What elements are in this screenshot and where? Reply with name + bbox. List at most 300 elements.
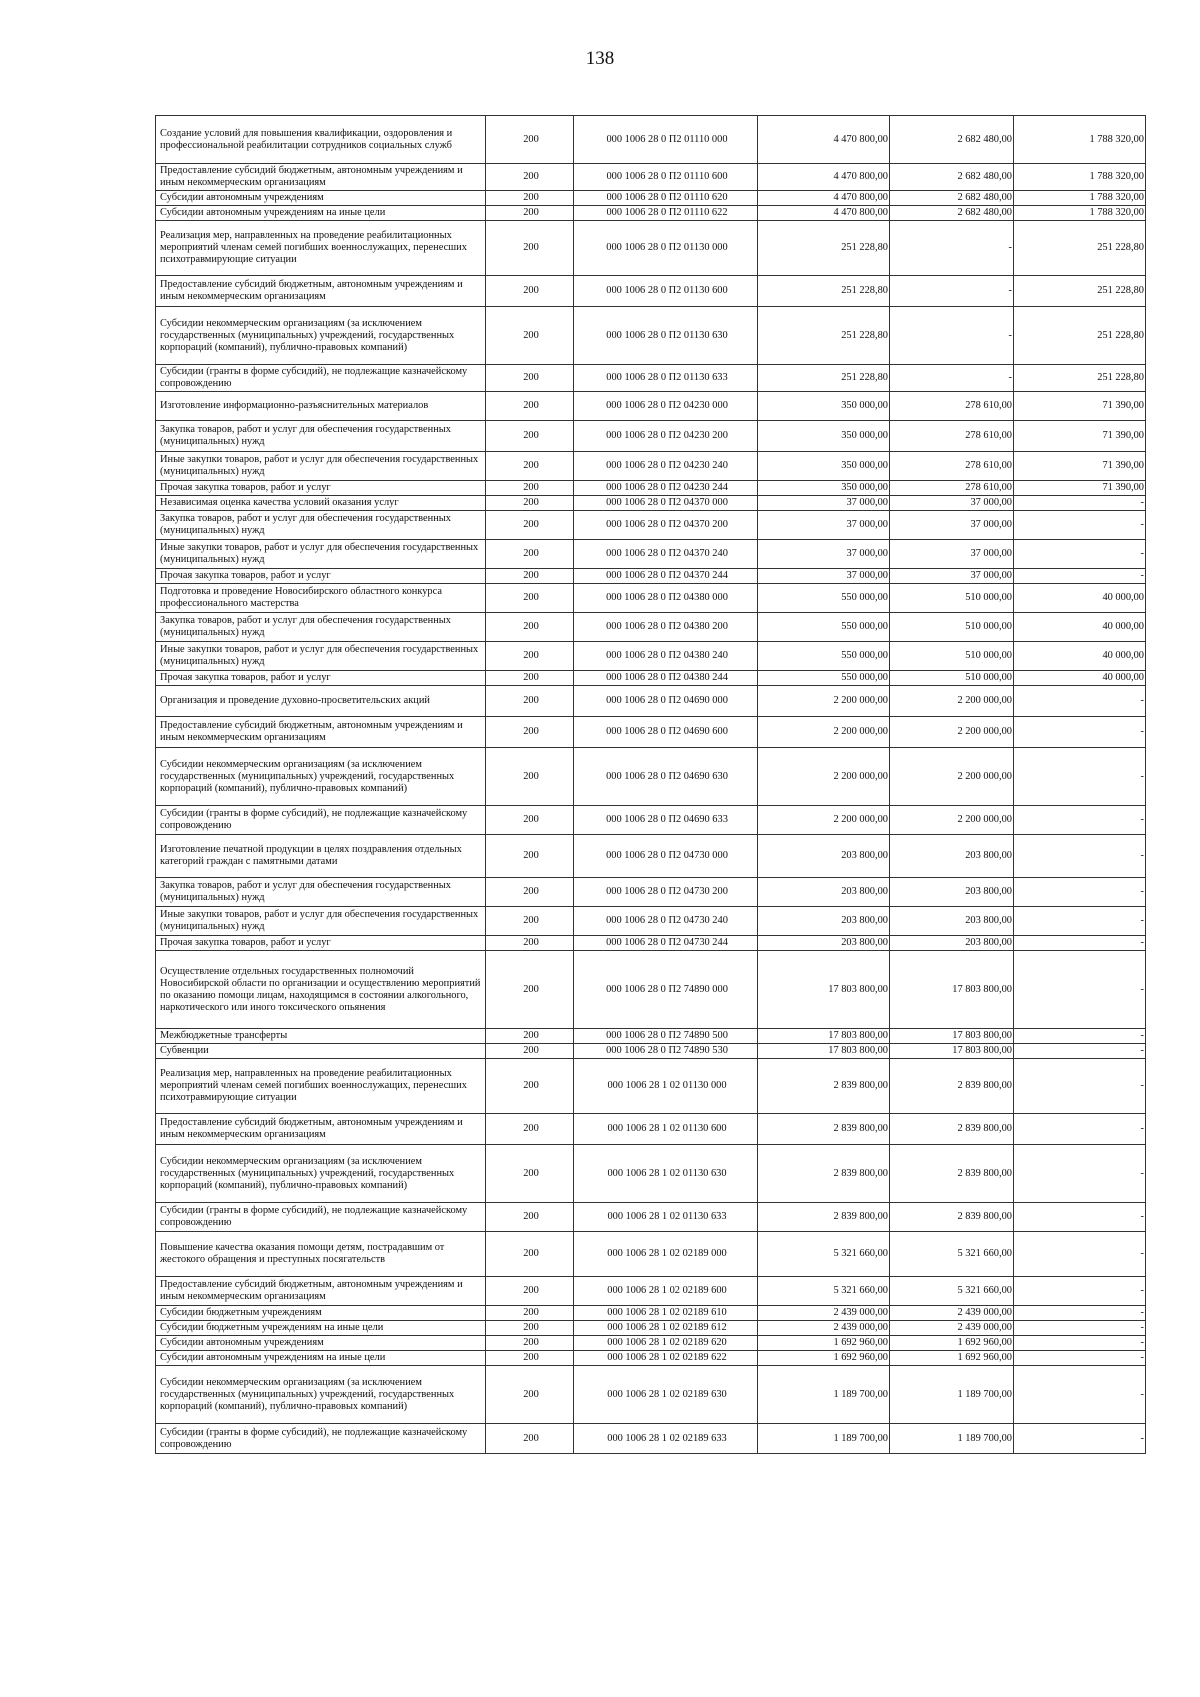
unexecuted-amount-cell: - <box>1014 569 1146 584</box>
item-name-cell: Предоставление субсидий бюджетным, автономным учреждениям и иным некоммерческим организациям <box>156 1114 486 1145</box>
unexecuted-amount-cell: - <box>1014 496 1146 511</box>
classification-code-cell: 000 1006 28 0 П2 04730 000 <box>574 835 758 878</box>
table-row <box>156 1029 1146 1044</box>
item-name-cell: Закупка товаров, работ и услуг для обеспечения государственных (муниципальных) нужд <box>156 613 486 642</box>
classification-code-cell: 000 1006 28 1 02 02189 600 <box>574 1277 758 1306</box>
line-code-cell: 200 <box>486 392 574 421</box>
approved-amount-cell: 17 803 800,00 <box>758 1044 890 1059</box>
table-row <box>156 164 1146 191</box>
line-code-cell: 200 <box>486 717 574 748</box>
approved-amount-cell: 350 000,00 <box>758 481 890 496</box>
approved-amount-cell: 5 321 660,00 <box>758 1277 890 1306</box>
item-name-cell: Прочая закупка товаров, работ и услуг <box>156 671 486 686</box>
item-name-cell: Субсидии (гранты в форме субсидий), не подлежащие казначейскому сопровождению <box>156 806 486 835</box>
unexecuted-amount-cell: 1 788 320,00 <box>1014 191 1146 206</box>
approved-amount-cell: 350 000,00 <box>758 452 890 481</box>
classification-code-cell: 000 1006 28 0 П2 74890 500 <box>574 1029 758 1044</box>
classification-code-cell: 000 1006 28 0 П2 04690 630 <box>574 748 758 806</box>
executed-amount-cell: 2 682 480,00 <box>890 164 1014 191</box>
classification-code-cell: 000 1006 28 0 П2 04230 200 <box>574 421 758 452</box>
executed-amount-cell: 278 610,00 <box>890 452 1014 481</box>
executed-amount-cell: 37 000,00 <box>890 569 1014 584</box>
approved-amount-cell: 251 228,80 <box>758 221 890 276</box>
unexecuted-amount-cell: - <box>1014 1029 1146 1044</box>
classification-code-cell: 000 1006 28 0 П2 04230 000 <box>574 392 758 421</box>
line-code-cell: 200 <box>486 365 574 392</box>
classification-code-cell: 000 1006 28 1 02 02189 620 <box>574 1336 758 1351</box>
item-name-cell: Организация и проведение духовно-просветительских акций <box>156 686 486 717</box>
line-code-cell: 200 <box>486 206 574 221</box>
executed-amount-cell: 2 682 480,00 <box>890 206 1014 221</box>
approved-amount-cell: 2 200 000,00 <box>758 717 890 748</box>
table-row <box>156 878 1146 907</box>
table-row <box>156 1424 1146 1454</box>
item-name-cell: Субсидии автономным учреждениям на иные цели <box>156 206 486 221</box>
classification-code-cell: 000 1006 28 0 П2 04230 240 <box>574 452 758 481</box>
classification-code-cell: 000 1006 28 1 02 02189 633 <box>574 1424 758 1454</box>
executed-amount-cell: 2 439 000,00 <box>890 1321 1014 1336</box>
table-row <box>156 206 1146 221</box>
budget-execution-table <box>155 115 1146 1454</box>
item-name-cell: Субсидии некоммерческим организациям (за исключением государственных (муниципальных) учреждений, государственных корпораций (компаний), публично-правовых компаний) <box>156 1145 486 1203</box>
executed-amount-cell: 2 200 000,00 <box>890 717 1014 748</box>
executed-amount-cell: 5 321 660,00 <box>890 1232 1014 1277</box>
approved-amount-cell: 203 800,00 <box>758 936 890 951</box>
item-name-cell: Субсидии некоммерческим организациям (за исключением государственных (муниципальных) учреждений, государственных корпораций (компаний), публично-правовых компаний) <box>156 1366 486 1424</box>
unexecuted-amount-cell: - <box>1014 1114 1146 1145</box>
line-code-cell: 200 <box>486 835 574 878</box>
table-row <box>156 452 1146 481</box>
approved-amount-cell: 251 228,80 <box>758 276 890 307</box>
classification-code-cell: 000 1006 28 0 П2 04370 244 <box>574 569 758 584</box>
classification-code-cell: 000 1006 28 0 П2 01110 620 <box>574 191 758 206</box>
classification-code-cell: 000 1006 28 0 П2 04380 200 <box>574 613 758 642</box>
executed-amount-cell: 2 200 000,00 <box>890 686 1014 717</box>
approved-amount-cell: 2 439 000,00 <box>758 1321 890 1336</box>
item-name-cell: Предоставление субсидий бюджетным, автономным учреждениям и иным некоммерческим организациям <box>156 164 486 191</box>
classification-code-cell: 000 1006 28 1 02 02189 630 <box>574 1366 758 1424</box>
unexecuted-amount-cell: 40 000,00 <box>1014 671 1146 686</box>
unexecuted-amount-cell: 251 228,80 <box>1014 221 1146 276</box>
unexecuted-amount-cell: - <box>1014 878 1146 907</box>
line-code-cell: 200 <box>486 1145 574 1203</box>
unexecuted-amount-cell: - <box>1014 1145 1146 1203</box>
line-code-cell: 200 <box>486 1366 574 1424</box>
table-row <box>156 584 1146 613</box>
line-code-cell: 200 <box>486 1029 574 1044</box>
executed-amount-cell: 37 000,00 <box>890 496 1014 511</box>
item-name-cell: Создание условий для повышения квалификации, оздоровления и профессиональной реабилитации сотрудников социальных служб <box>156 116 486 164</box>
classification-code-cell: 000 1006 28 0 П2 04690 600 <box>574 717 758 748</box>
table-row <box>156 1059 1146 1114</box>
executed-amount-cell: 2 682 480,00 <box>890 116 1014 164</box>
unexecuted-amount-cell: 40 000,00 <box>1014 642 1146 671</box>
table-row <box>156 936 1146 951</box>
classification-code-cell: 000 1006 28 0 П2 04380 000 <box>574 584 758 613</box>
unexecuted-amount-cell: - <box>1014 1366 1146 1424</box>
item-name-cell: Независимая оценка качества условий оказания услуг <box>156 496 486 511</box>
unexecuted-amount-cell: - <box>1014 1424 1146 1454</box>
executed-amount-cell: 17 803 800,00 <box>890 1044 1014 1059</box>
executed-amount-cell: 203 800,00 <box>890 936 1014 951</box>
executed-amount-cell: 37 000,00 <box>890 511 1014 540</box>
item-name-cell: Прочая закупка товаров, работ и услуг <box>156 481 486 496</box>
table-row <box>156 1306 1146 1321</box>
item-name-cell: Субсидии автономным учреждениям <box>156 191 486 206</box>
unexecuted-amount-cell: 1 788 320,00 <box>1014 206 1146 221</box>
executed-amount-cell: 2 839 800,00 <box>890 1203 1014 1232</box>
classification-code-cell: 000 1006 28 0 П2 01130 633 <box>574 365 758 392</box>
approved-amount-cell: 2 200 000,00 <box>758 748 890 806</box>
classification-code-cell: 000 1006 28 0 П2 04730 200 <box>574 878 758 907</box>
item-name-cell: Иные закупки товаров, работ и услуг для обеспечения государственных (муниципальных) нужд <box>156 907 486 936</box>
line-code-cell: 200 <box>486 1424 574 1454</box>
line-code-cell: 200 <box>486 686 574 717</box>
classification-code-cell: 000 1006 28 0 П2 04370 000 <box>574 496 758 511</box>
line-code-cell: 200 <box>486 540 574 569</box>
classification-code-cell: 000 1006 28 1 02 01130 630 <box>574 1145 758 1203</box>
approved-amount-cell: 2 839 800,00 <box>758 1203 890 1232</box>
classification-code-cell: 000 1006 28 0 П2 04370 240 <box>574 540 758 569</box>
classification-code-cell: 000 1006 28 0 П2 04730 244 <box>574 936 758 951</box>
line-code-cell: 200 <box>486 584 574 613</box>
approved-amount-cell: 4 470 800,00 <box>758 116 890 164</box>
classification-code-cell: 000 1006 28 0 П2 04370 200 <box>574 511 758 540</box>
classification-code-cell: 000 1006 28 0 П2 04380 240 <box>574 642 758 671</box>
executed-amount-cell: 203 800,00 <box>890 835 1014 878</box>
item-name-cell: Изготовление печатной продукции в целях поздравления отдельных категорий граждан с памятными датами <box>156 835 486 878</box>
item-name-cell: Реализация мер, направленных на проведение реабилитационных мероприятий членам семей погибших военнослужащих, перенесших психотравмирующие ситуации <box>156 221 486 276</box>
classification-code-cell: 000 1006 28 0 П2 04730 240 <box>574 907 758 936</box>
executed-amount-cell: 278 610,00 <box>890 481 1014 496</box>
unexecuted-amount-cell: - <box>1014 806 1146 835</box>
unexecuted-amount-cell: - <box>1014 1059 1146 1114</box>
approved-amount-cell: 37 000,00 <box>758 540 890 569</box>
approved-amount-cell: 251 228,80 <box>758 307 890 365</box>
approved-amount-cell: 4 470 800,00 <box>758 206 890 221</box>
executed-amount-cell: 1 189 700,00 <box>890 1424 1014 1454</box>
classification-code-cell: 000 1006 28 0 П2 04230 244 <box>574 481 758 496</box>
table-row <box>156 116 1146 164</box>
item-name-cell: Субвенции <box>156 1044 486 1059</box>
table-row <box>156 481 1146 496</box>
unexecuted-amount-cell: - <box>1014 1351 1146 1366</box>
line-code-cell: 200 <box>486 569 574 584</box>
executed-amount-cell: 510 000,00 <box>890 613 1014 642</box>
table-row <box>156 392 1146 421</box>
line-code-cell: 200 <box>486 421 574 452</box>
classification-code-cell: 000 1006 28 1 02 01130 633 <box>574 1203 758 1232</box>
unexecuted-amount-cell: - <box>1014 1336 1146 1351</box>
executed-amount-cell: 1 692 960,00 <box>890 1351 1014 1366</box>
line-code-cell: 200 <box>486 748 574 806</box>
table-row <box>156 1203 1146 1232</box>
classification-code-cell: 000 1006 28 0 П2 74890 530 <box>574 1044 758 1059</box>
approved-amount-cell: 251 228,80 <box>758 365 890 392</box>
approved-amount-cell: 2 439 000,00 <box>758 1306 890 1321</box>
line-code-cell: 200 <box>486 191 574 206</box>
table-row <box>156 1145 1146 1203</box>
line-code-cell: 200 <box>486 1277 574 1306</box>
unexecuted-amount-cell: - <box>1014 686 1146 717</box>
approved-amount-cell: 37 000,00 <box>758 569 890 584</box>
classification-code-cell: 000 1006 28 0 П2 04690 000 <box>574 686 758 717</box>
executed-amount-cell: 510 000,00 <box>890 642 1014 671</box>
executed-amount-cell: 17 803 800,00 <box>890 1029 1014 1044</box>
item-name-cell: Прочая закупка товаров, работ и услуг <box>156 569 486 584</box>
executed-amount-cell: - <box>890 276 1014 307</box>
executed-amount-cell: 510 000,00 <box>890 584 1014 613</box>
line-code-cell: 200 <box>486 1321 574 1336</box>
table-row <box>156 1366 1146 1424</box>
item-name-cell: Подготовка и проведение Новосибирского областного конкурса профессионального мастерства <box>156 584 486 613</box>
executed-amount-cell: 2 682 480,00 <box>890 191 1014 206</box>
table-row <box>156 951 1146 1029</box>
unexecuted-amount-cell: - <box>1014 907 1146 936</box>
table-row <box>156 365 1146 392</box>
approved-amount-cell: 550 000,00 <box>758 642 890 671</box>
approved-amount-cell: 350 000,00 <box>758 392 890 421</box>
approved-amount-cell: 1 189 700,00 <box>758 1366 890 1424</box>
classification-code-cell: 000 1006 28 0 П2 01130 000 <box>574 221 758 276</box>
line-code-cell: 200 <box>486 164 574 191</box>
item-name-cell: Межбюджетные трансферты <box>156 1029 486 1044</box>
table-row <box>156 1232 1146 1277</box>
line-code-cell: 200 <box>486 511 574 540</box>
unexecuted-amount-cell: - <box>1014 1203 1146 1232</box>
line-code-cell: 200 <box>486 1351 574 1366</box>
line-code-cell: 200 <box>486 221 574 276</box>
approved-amount-cell: 203 800,00 <box>758 835 890 878</box>
approved-amount-cell: 4 470 800,00 <box>758 191 890 206</box>
unexecuted-amount-cell: - <box>1014 1306 1146 1321</box>
unexecuted-amount-cell: 251 228,80 <box>1014 365 1146 392</box>
line-code-cell: 200 <box>486 1232 574 1277</box>
budget-table-body <box>156 116 1146 1454</box>
item-name-cell: Субсидии (гранты в форме субсидий), не подлежащие казначейскому сопровождению <box>156 1203 486 1232</box>
approved-amount-cell: 203 800,00 <box>758 878 890 907</box>
executed-amount-cell: 1 692 960,00 <box>890 1336 1014 1351</box>
approved-amount-cell: 350 000,00 <box>758 421 890 452</box>
executed-amount-cell: 2 839 800,00 <box>890 1145 1014 1203</box>
line-code-cell: 200 <box>486 1203 574 1232</box>
table-row <box>156 511 1146 540</box>
line-code-cell: 200 <box>486 307 574 365</box>
approved-amount-cell: 5 321 660,00 <box>758 1232 890 1277</box>
approved-amount-cell: 37 000,00 <box>758 511 890 540</box>
item-name-cell: Предоставление субсидий бюджетным, автономным учреждениям и иным некоммерческим организациям <box>156 717 486 748</box>
table-row <box>156 496 1146 511</box>
line-code-cell: 200 <box>486 116 574 164</box>
unexecuted-amount-cell: - <box>1014 1277 1146 1306</box>
item-name-cell: Иные закупки товаров, работ и услуг для обеспечения государственных (муниципальных) нужд <box>156 540 486 569</box>
executed-amount-cell: - <box>890 365 1014 392</box>
table-row <box>156 191 1146 206</box>
executed-amount-cell: 5 321 660,00 <box>890 1277 1014 1306</box>
table-row <box>156 642 1146 671</box>
item-name-cell: Субсидии автономным учреждениям <box>156 1336 486 1351</box>
line-code-cell: 200 <box>486 496 574 511</box>
executed-amount-cell: - <box>890 221 1014 276</box>
classification-code-cell: 000 1006 28 0 П2 01130 630 <box>574 307 758 365</box>
unexecuted-amount-cell: 1 788 320,00 <box>1014 116 1146 164</box>
unexecuted-amount-cell: - <box>1014 717 1146 748</box>
unexecuted-amount-cell: - <box>1014 1232 1146 1277</box>
item-name-cell: Субсидии бюджетным учреждениям на иные цели <box>156 1321 486 1336</box>
unexecuted-amount-cell: 71 390,00 <box>1014 452 1146 481</box>
item-name-cell: Изготовление информационно-разъяснительных материалов <box>156 392 486 421</box>
line-code-cell: 200 <box>486 1336 574 1351</box>
item-name-cell: Субсидии бюджетным учреждениям <box>156 1306 486 1321</box>
executed-amount-cell: 2 839 800,00 <box>890 1059 1014 1114</box>
approved-amount-cell: 37 000,00 <box>758 496 890 511</box>
line-code-cell: 200 <box>486 642 574 671</box>
item-name-cell: Субсидии (гранты в форме субсидий), не подлежащие казначейскому сопровождению <box>156 1424 486 1454</box>
approved-amount-cell: 2 839 800,00 <box>758 1059 890 1114</box>
approved-amount-cell: 203 800,00 <box>758 907 890 936</box>
item-name-cell: Иные закупки товаров, работ и услуг для обеспечения государственных (муниципальных) нужд <box>156 452 486 481</box>
executed-amount-cell: 2 200 000,00 <box>890 748 1014 806</box>
executed-amount-cell: 510 000,00 <box>890 671 1014 686</box>
line-code-cell: 200 <box>486 481 574 496</box>
classification-code-cell: 000 1006 28 0 П2 01130 600 <box>574 276 758 307</box>
approved-amount-cell: 17 803 800,00 <box>758 951 890 1029</box>
table-row <box>156 1351 1146 1366</box>
page-number: 138 <box>585 48 615 69</box>
executed-amount-cell: 1 189 700,00 <box>890 1366 1014 1424</box>
unexecuted-amount-cell: - <box>1014 1044 1146 1059</box>
classification-code-cell: 000 1006 28 1 02 01130 000 <box>574 1059 758 1114</box>
approved-amount-cell: 2 839 800,00 <box>758 1114 890 1145</box>
table-row <box>156 835 1146 878</box>
line-code-cell: 200 <box>486 452 574 481</box>
unexecuted-amount-cell: - <box>1014 835 1146 878</box>
classification-code-cell: 000 1006 28 0 П2 74890 000 <box>574 951 758 1029</box>
executed-amount-cell: 2 839 800,00 <box>890 1114 1014 1145</box>
unexecuted-amount-cell: 71 390,00 <box>1014 392 1146 421</box>
unexecuted-amount-cell: 40 000,00 <box>1014 613 1146 642</box>
unexecuted-amount-cell: - <box>1014 748 1146 806</box>
approved-amount-cell: 550 000,00 <box>758 671 890 686</box>
table-row <box>156 717 1146 748</box>
table-row <box>156 748 1146 806</box>
item-name-cell: Осуществление отдельных государственных полномочий Новосибирской области по организации и осуществлению мероприятий по оказанию помощи лицам, находящимся в состоянии алкогольного, наркотического или иного токсического опьянения <box>156 951 486 1029</box>
executed-amount-cell: - <box>890 307 1014 365</box>
executed-amount-cell: 203 800,00 <box>890 878 1014 907</box>
table-row <box>156 276 1146 307</box>
line-code-cell: 200 <box>486 1059 574 1114</box>
unexecuted-amount-cell: - <box>1014 540 1146 569</box>
classification-code-cell: 000 1006 28 0 П2 01110 000 <box>574 116 758 164</box>
item-name-cell: Реализация мер, направленных на проведение реабилитационных мероприятий членам семей погибших военнослужащих, перенесших психотравмирующие ситуации <box>156 1059 486 1114</box>
line-code-cell: 200 <box>486 276 574 307</box>
table-row <box>156 569 1146 584</box>
line-code-cell: 200 <box>486 1044 574 1059</box>
item-name-cell: Субсидии автономным учреждениям на иные цели <box>156 1351 486 1366</box>
unexecuted-amount-cell: 251 228,80 <box>1014 307 1146 365</box>
unexecuted-amount-cell: 251 228,80 <box>1014 276 1146 307</box>
executed-amount-cell: 278 610,00 <box>890 392 1014 421</box>
item-name-cell: Закупка товаров, работ и услуг для обеспечения государственных (муниципальных) нужд <box>156 421 486 452</box>
unexecuted-amount-cell: 71 390,00 <box>1014 421 1146 452</box>
item-name-cell: Субсидии некоммерческим организациям (за исключением государственных (муниципальных) учреждений, государственных корпораций (компаний), публично-правовых компаний) <box>156 748 486 806</box>
line-code-cell: 200 <box>486 1306 574 1321</box>
executed-amount-cell: 2 439 000,00 <box>890 1306 1014 1321</box>
table-row <box>156 907 1146 936</box>
approved-amount-cell: 1 189 700,00 <box>758 1424 890 1454</box>
unexecuted-amount-cell: 40 000,00 <box>1014 584 1146 613</box>
classification-code-cell: 000 1006 28 1 02 02189 610 <box>574 1306 758 1321</box>
item-name-cell: Прочая закупка товаров, работ и услуг <box>156 936 486 951</box>
approved-amount-cell: 4 470 800,00 <box>758 164 890 191</box>
item-name-cell: Повышение качества оказания помощи детям, пострадавшим от жестокого обращения и преступных посягательств <box>156 1232 486 1277</box>
classification-code-cell: 000 1006 28 1 02 02189 000 <box>574 1232 758 1277</box>
table-row <box>156 613 1146 642</box>
line-code-cell: 200 <box>486 936 574 951</box>
classification-code-cell: 000 1006 28 1 02 02189 612 <box>574 1321 758 1336</box>
classification-code-cell: 000 1006 28 0 П2 04380 244 <box>574 671 758 686</box>
table-row <box>156 1114 1146 1145</box>
table-row <box>156 221 1146 276</box>
item-name-cell: Иные закупки товаров, работ и услуг для обеспечения государственных (муниципальных) нужд <box>156 642 486 671</box>
table-row <box>156 1277 1146 1306</box>
unexecuted-amount-cell: - <box>1014 1321 1146 1336</box>
approved-amount-cell: 2 200 000,00 <box>758 686 890 717</box>
classification-code-cell: 000 1006 28 1 02 02189 622 <box>574 1351 758 1366</box>
classification-code-cell: 000 1006 28 1 02 01130 600 <box>574 1114 758 1145</box>
table-row <box>156 307 1146 365</box>
executed-amount-cell: 2 200 000,00 <box>890 806 1014 835</box>
line-code-cell: 200 <box>486 907 574 936</box>
executed-amount-cell: 37 000,00 <box>890 540 1014 569</box>
unexecuted-amount-cell: - <box>1014 936 1146 951</box>
unexecuted-amount-cell: - <box>1014 511 1146 540</box>
approved-amount-cell: 550 000,00 <box>758 613 890 642</box>
classification-code-cell: 000 1006 28 0 П2 01110 600 <box>574 164 758 191</box>
executed-amount-cell: 278 610,00 <box>890 421 1014 452</box>
line-code-cell: 200 <box>486 806 574 835</box>
line-code-cell: 200 <box>486 671 574 686</box>
unexecuted-amount-cell: 1 788 320,00 <box>1014 164 1146 191</box>
executed-amount-cell: 17 803 800,00 <box>890 951 1014 1029</box>
item-name-cell: Предоставление субсидий бюджетным, автономным учреждениям и иным некоммерческим организациям <box>156 1277 486 1306</box>
line-code-cell: 200 <box>486 878 574 907</box>
line-code-cell: 200 <box>486 613 574 642</box>
table-row <box>156 1321 1146 1336</box>
table-row <box>156 540 1146 569</box>
approved-amount-cell: 1 692 960,00 <box>758 1351 890 1366</box>
item-name-cell: Предоставление субсидий бюджетным, автономным учреждениям и иным некоммерческим организациям <box>156 276 486 307</box>
approved-amount-cell: 17 803 800,00 <box>758 1029 890 1044</box>
item-name-cell: Субсидии некоммерческим организациям (за исключением государственных (муниципальных) учреждений, государственных корпораций (компаний), публично-правовых компаний) <box>156 307 486 365</box>
approved-amount-cell: 550 000,00 <box>758 584 890 613</box>
approved-amount-cell: 2 839 800,00 <box>758 1145 890 1203</box>
line-code-cell: 200 <box>486 951 574 1029</box>
item-name-cell: Субсидии (гранты в форме субсидий), не подлежащие казначейскому сопровождению <box>156 365 486 392</box>
table-row <box>156 1044 1146 1059</box>
executed-amount-cell: 203 800,00 <box>890 907 1014 936</box>
classification-code-cell: 000 1006 28 0 П2 04690 633 <box>574 806 758 835</box>
classification-code-cell: 000 1006 28 0 П2 01110 622 <box>574 206 758 221</box>
approved-amount-cell: 2 200 000,00 <box>758 806 890 835</box>
unexecuted-amount-cell: 71 390,00 <box>1014 481 1146 496</box>
table-row <box>156 671 1146 686</box>
unexecuted-amount-cell: - <box>1014 951 1146 1029</box>
table-row <box>156 686 1146 717</box>
table-row <box>156 1336 1146 1351</box>
line-code-cell: 200 <box>486 1114 574 1145</box>
item-name-cell: Закупка товаров, работ и услуг для обеспечения государственных (муниципальных) нужд <box>156 511 486 540</box>
